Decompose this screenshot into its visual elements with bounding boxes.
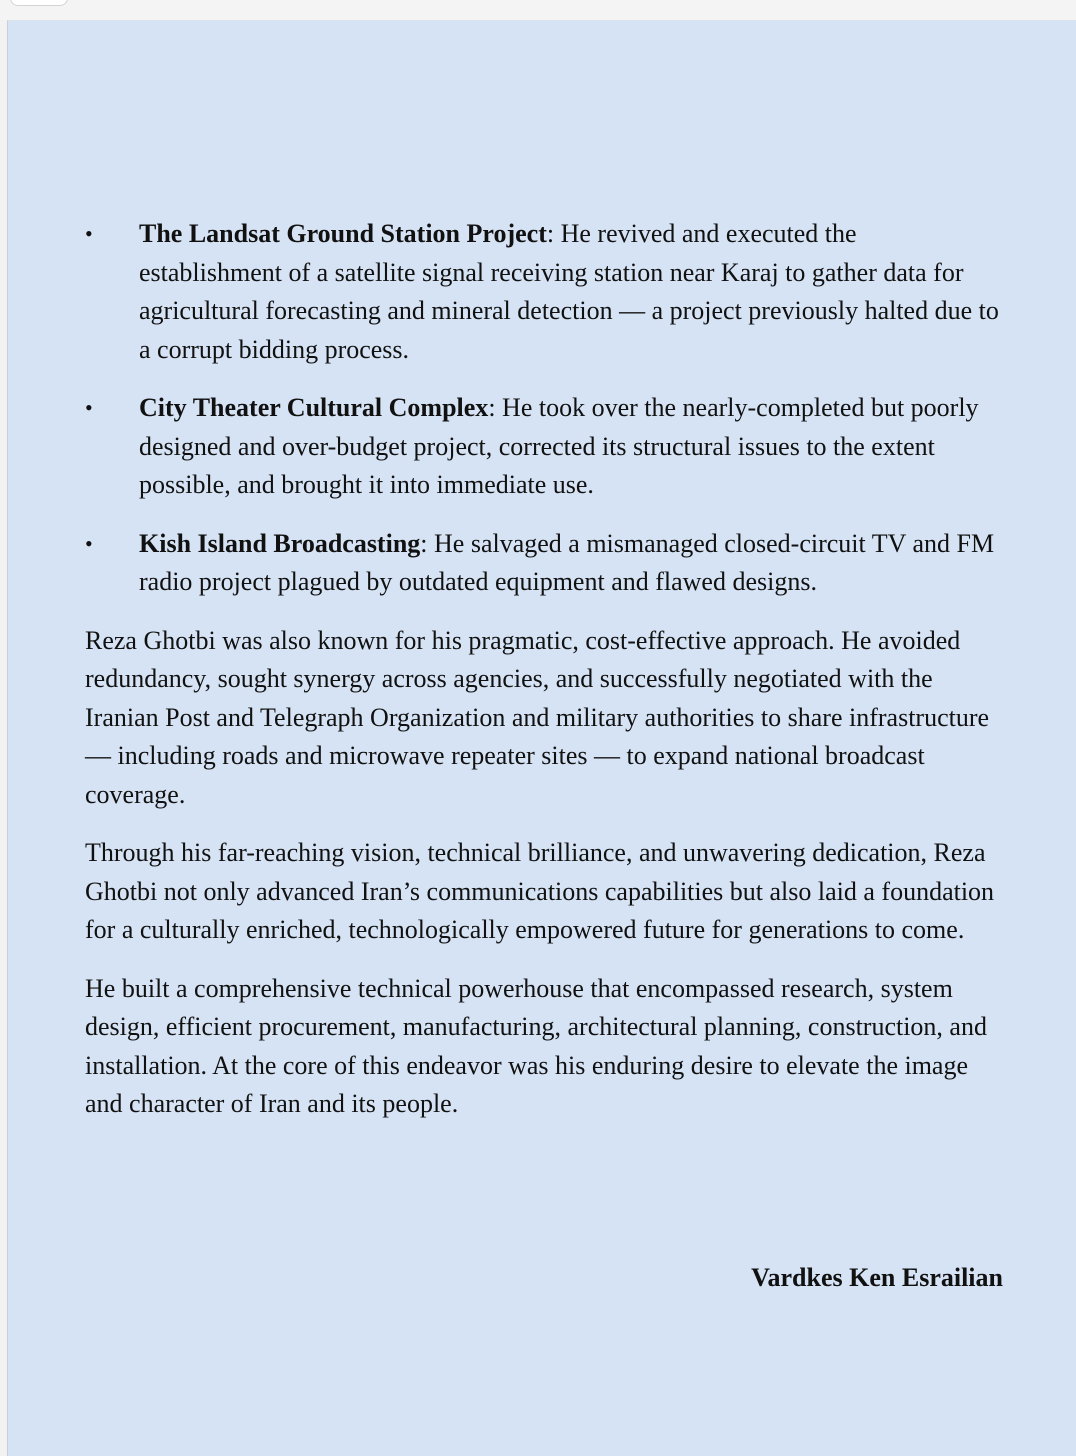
list-item [85,389,1000,505]
document-content [85,215,1000,1144]
paragraph-approach: Reza Ghotbi was also known for his pragmatic, cost-effective approach. He avoided redundancy, sought synergy across agencies, and successfully negotiated with the Iranian Post and Telegraph Organization and military authorities to share infrastructure — including roads and microwave repeater sites — to expand national broadcast coverage. [85,625,990,809]
project-description: : He took over the nearly-completed but poorly designed and over-budget project, corrected its structural issues to the extent possible, and brought it into immediate use. [139,393,979,499]
project-title: The Landsat Ground Station Project [139,219,547,248]
project-description: : He salvaged a mismanaged closed-circuit TV and FM radio project plagued by outdated equipment and flawed designs. [139,528,995,596]
tab-nub [10,0,68,6]
project-title: Kish Island Broadcasting [139,528,421,558]
project-title: City Theater Cultural Complex [139,393,489,422]
top-strip [0,0,1076,20]
list-item [85,525,1000,602]
list-item [85,215,1000,369]
paragraph-powerhouse: He built a comprehensive technical powerhouse that encompassed research, system design, efficient procurement, manufacturing, architectural planning, construction, and installation. At the core of this endeavor was his enduring desire to elevate the image and character of Iran and its people. [85,973,987,1118]
paragraph-vision: Through his far-reaching vision, technical brilliance, and unwavering dedication, Reza Ghotbi not only advanced Iran’s communications capabilities but also laid a foundation for a culturally enriched, technologically empowered future for generations to come. [85,838,995,944]
project-description: : He revived and executed the establishment of a satellite signal receiving station near Karaj to gather data for agricultural forecasting and mineral detection — a project previously halted due to a corrupt bidding process. [139,219,999,364]
project-list [85,215,1000,602]
signature: Vardkes Ken Esrailian [751,1263,1003,1292]
